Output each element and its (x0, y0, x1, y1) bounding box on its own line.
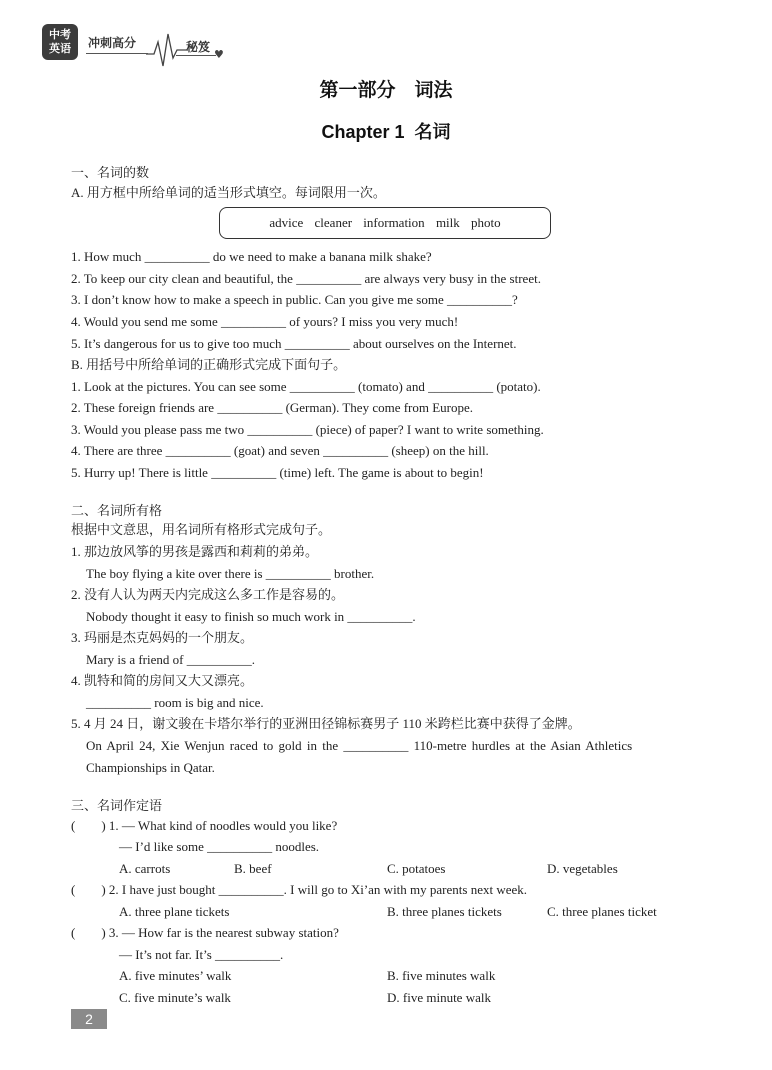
partA-item: 1. How much __________ do we need to make a banana milk shake? (71, 249, 432, 264)
header-rule-left (86, 53, 148, 54)
section2-item-zh: 5. 4 月 24 日，谢文骏在卡塔尔举行的亚洲田径锦标赛男子 110 米跨栏比赛中获得了金牌。 (71, 716, 581, 731)
book-logo (42, 24, 78, 60)
section2-item-zh: 4. 凯特和简的房间又大又漂亮。 (71, 673, 254, 688)
page-number: 2 (71, 1009, 107, 1029)
header-tag-left: 冲刺高分 (88, 36, 137, 50)
partB-item: 1. Look at the pictures. You can see some __________ (tomato) and __________ (potato). (71, 379, 541, 394)
partB-instruction: B. 用括号中所给单词的正确形式完成下面句子。 (71, 357, 347, 372)
mc-option: B. three planes tickets (387, 904, 502, 919)
section2-item-zh: 2. 没有人认为两天内完成这么多工作是容易的。 (71, 587, 345, 602)
partA-item: 2. To keep our city clean and beautiful, the __________ are always very busy in the street. (71, 271, 541, 286)
mc-option: C. potatoes (387, 861, 446, 876)
mc-option: D. vegetables (547, 861, 618, 876)
mc-option: A. three plane tickets (119, 904, 230, 919)
mc-option: A. five minutes’ walk (119, 968, 232, 983)
section1-title: 一、名词的数 (71, 166, 150, 181)
mc-question-stem: ( ) 3. — How far is the nearest subway station? (71, 925, 339, 940)
word-box-item: information (363, 215, 425, 230)
partB-item: 3. Would you please pass me two __________ (piece) of paper? I want to write something. (71, 422, 544, 437)
partA-item: 5. It’s dangerous for us to give too much __________ about ourselves on the Internet. (71, 336, 517, 351)
partB-item: 5. Hurry up! There is little __________ (time) left. The game is about to begin! (71, 465, 484, 480)
section2-item-en: Mary is a friend of __________. (86, 652, 255, 667)
mc-option: B. five minutes walk (387, 968, 496, 983)
word-box-item: milk (435, 215, 460, 230)
section3-title: 三、名词作定语 (71, 799, 163, 814)
header-tag-right: 秘笈 (186, 40, 211, 54)
header-rule-right (176, 55, 216, 56)
section2-instruction: 根据中文意思，用名词所有格形式完成句子。 (71, 522, 332, 537)
logo-line2: 英语 (49, 42, 71, 55)
partA-item: 3. I don’t know how to make a speech in public. Can you give me some __________? (71, 292, 518, 307)
word-box-item: cleaner (314, 215, 353, 230)
section2-item-en-cont: Championships in Qatar. (86, 760, 215, 775)
mc-option: C. three planes ticket (547, 904, 657, 919)
mc-option: B. beef (234, 861, 272, 876)
mc-question-line: — It’s not far. It’s __________. (119, 947, 284, 962)
mc-option: C. five minute’s walk (119, 990, 231, 1005)
word-box-item: advice (269, 215, 304, 230)
mc-question-stem: ( ) 2. I have just bought __________. I will go to Xi’an with my parents next week. (71, 882, 528, 897)
heartbeat-icon (146, 28, 188, 72)
section2-title: 二、名词所有格 (71, 504, 163, 519)
chapter-name: 名词 (414, 122, 451, 143)
mc-option: D. five minute walk (387, 990, 491, 1005)
heart-icon: ♥ (214, 48, 224, 61)
word-box-item: photo (471, 215, 501, 230)
section2-item-en: The boy flying a kite over there is __________ brother. (86, 566, 375, 581)
section2-item-en: On April 24, Xie Wenjun raced to gold in the __________ 110-metre hurdles at the Asian Athletics (86, 738, 633, 753)
part-title: 第一部分 词法 (319, 79, 453, 101)
section2-item-zh: 3. 玛丽是杰克妈妈的一个朋友。 (71, 630, 254, 645)
chapter-title (0, 118, 772, 144)
partA-item: 4. Would you send me some __________ of yours? I miss you very much! (71, 314, 459, 329)
logo-line1: 中考 (49, 28, 71, 41)
mc-question-line: — I’d like some __________ noodles. (119, 839, 320, 854)
word-box (219, 207, 551, 239)
section2-item-en: __________ room is big and nice. (86, 695, 264, 710)
chapter-label: Chapter 1 (321, 122, 405, 142)
mc-question-stem: ( ) 1. — What kind of noodles would you like? (71, 818, 338, 833)
section2-item-zh: 1. 那边放风筝的男孩是露西和莉莉的弟弟。 (71, 544, 319, 559)
partB-item: 4. There are three __________ (goat) and seven __________ (sheep) on the hill. (71, 443, 489, 458)
partB-item: 2. These foreign friends are __________ (German). They come from Europe. (71, 400, 474, 415)
mc-option: A. carrots (119, 861, 171, 876)
partA-instruction: A. 用方框中所给单词的适当形式填空。每词限用一次。 (71, 185, 386, 200)
section2-item-en: Nobody thought it easy to finish so much work in __________. (86, 609, 416, 624)
